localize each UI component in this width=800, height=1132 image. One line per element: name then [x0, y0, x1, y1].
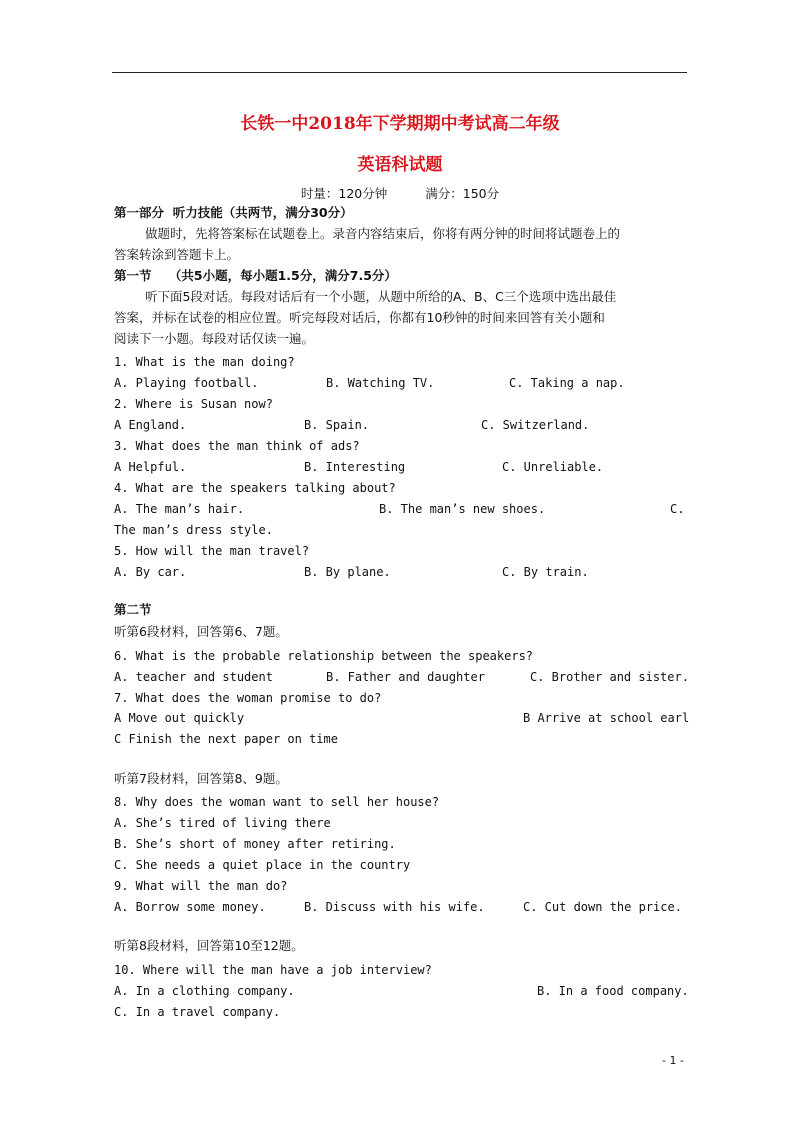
q1-option-a: A. Playing football. — [114, 376, 259, 390]
q4-option-c-text: The man’s dress style. — [114, 523, 273, 537]
q8-option-a: A. She’s tired of living there — [114, 816, 331, 830]
material-6-intro: 听第6段材料，回答第6、7题。 — [114, 624, 288, 639]
question-8: 8. Why does the woman want to sell her house? — [114, 795, 440, 809]
material-8-intro: 听第8段材料，回答第10至12题。 — [114, 938, 304, 953]
part1-heading: 第一部分 听力技能（共两节，满分30分） — [114, 205, 353, 220]
part1-intro-line1: 做题时，先将答案标在试题卷上。录音内容结束后，你将有两分钟的时间将试题卷上的 — [145, 226, 621, 241]
q6-option-c: C. Brother and sister. — [530, 670, 689, 684]
q4-option-b: B. The man’s new shoes. — [379, 502, 546, 516]
q1-option-c: C. Taking a nap. — [509, 376, 625, 390]
q10-option-a: A. In a clothing company. — [114, 984, 295, 998]
full-score: 满分：150分 — [425, 186, 500, 201]
q10-option-c: C. In a travel company. — [114, 1005, 281, 1019]
q5-option-b: B. By plane. — [304, 565, 391, 579]
time-limit: 时量：120分钟 — [300, 186, 388, 201]
q6-option-a: A. teacher and student — [114, 670, 273, 684]
q1-option-b: B. Watching TV. — [326, 376, 435, 390]
q9-option-a: A. Borrow some money. — [114, 900, 266, 914]
material-7-intro: 听第7段材料，回答第8、9题。 — [114, 771, 288, 786]
q2-option-b: B. Spain. — [304, 418, 370, 432]
exam-title: 长铁一中2018年下学期期中考试高二年级 — [240, 114, 560, 134]
q8-option-b: B. She’s short of money after retiring. — [114, 837, 396, 851]
section1-intro-line2: 答案，并标在试卷的相应位置。听完每段对话后，你都有10秒钟的时间来回答有关小题和 — [114, 310, 605, 325]
question-3: 3. What does the man think of ads? — [114, 439, 360, 453]
q7-option-b: B Arrive at school earl — [523, 711, 690, 725]
q3-option-b: B. Interesting — [304, 460, 406, 474]
question-4: 4. What are the speakers talking about? — [114, 481, 396, 495]
q6-option-b: B. Father and daughter — [326, 670, 485, 684]
q4-option-c-label: C. — [670, 502, 685, 516]
q7-option-c: C Finish the next paper on time — [114, 732, 338, 746]
question-10: 10. Where will the man have a job interview? — [114, 963, 432, 977]
section1-intro-line1: 听下面5段对话。每段对话后有一个小题，从题中所给的A、B、C三个选项中选出最佳 — [145, 289, 617, 304]
q9-option-c: C. Cut down the price. — [523, 900, 682, 914]
q9-option-b: B. Discuss with his wife. — [304, 900, 485, 914]
q2-option-c: C. Switzerland. — [481, 418, 590, 432]
q8-option-c: C. She needs a quiet place in the country — [114, 858, 411, 872]
question-7: 7. What does the woman promise to do? — [114, 691, 382, 705]
header-rule — [112, 72, 687, 73]
exam-subtitle: 英语科试题 — [357, 155, 443, 175]
question-9: 9. What will the man do? — [114, 879, 288, 893]
part1-intro-line2: 答案转涂到答题卡上。 — [114, 247, 240, 262]
q3-option-a: A Helpful. — [114, 460, 187, 474]
q5-option-c: C. By train. — [502, 565, 589, 579]
section1-heading: 第一节 （共5小题，每小题1.5分，满分7.5分） — [114, 268, 397, 283]
page-number: - 1 - — [662, 1054, 684, 1067]
q7-option-a: A Move out quickly — [114, 711, 245, 725]
exam-time-score — [0, 184, 800, 202]
q2-option-a: A England. — [114, 418, 187, 432]
section1-intro-line3: 阅读下一小题。每段对话仅读一遍。 — [114, 331, 315, 346]
q4-option-a: A. The man’s hair. — [114, 502, 245, 516]
question-6: 6. What is the probable relationship between the speakers? — [114, 649, 534, 663]
q5-option-a: A. By car. — [114, 565, 187, 579]
q3-option-c: C. Unreliable. — [502, 460, 604, 474]
question-1: 1. What is the man doing? — [114, 355, 295, 369]
q10-option-b: B. In a food company. — [537, 984, 689, 998]
section2-heading: 第二节 — [114, 602, 152, 617]
question-2: 2. Where is Susan now? — [114, 397, 273, 411]
question-5: 5. How will the man travel? — [114, 544, 310, 558]
